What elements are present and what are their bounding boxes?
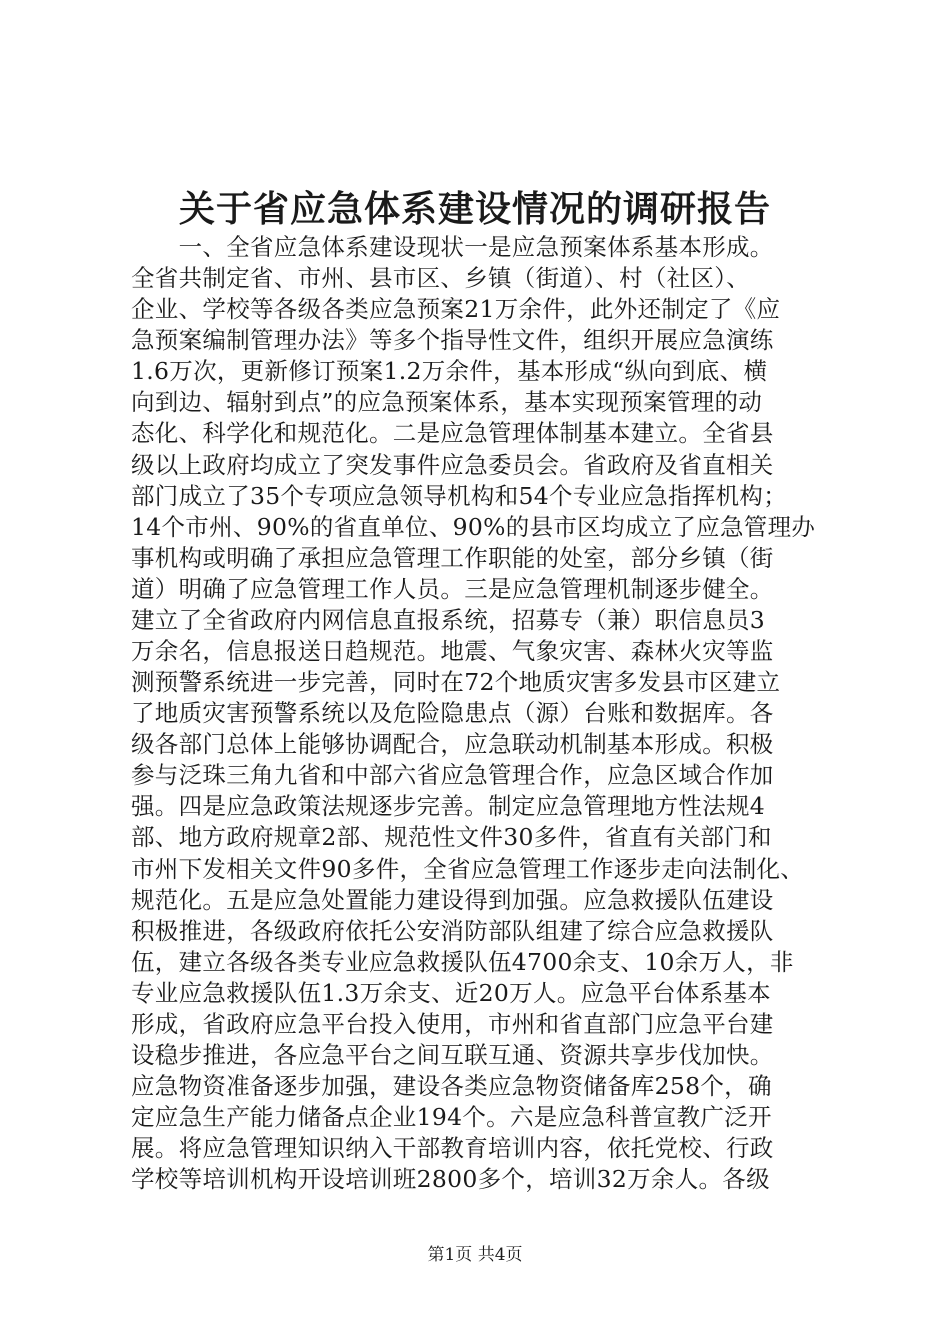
body-line: 道）明确了应急管理工作人员。三是应急管理机制逐步健全。 [131,574,774,603]
page-footer: 第1页 共4页 [427,1245,523,1265]
body-line: 了地质灾害预警系统以及危险隐患点（源）台账和数据库。各 [131,699,774,728]
body-line: 向到边、辐射到点”的应急预案体系，基本实现预案管理的动 [131,388,763,417]
body-line: 应急物资准备逐步加强，建设各类应急物资储备库258个，确 [131,1072,772,1101]
body-line: 测预警系统进一步完善，同时在72个地质灾害多发县市区建立 [131,668,781,697]
body-line: 部、地方政府规章2部、规范性文件30多件，省直有关部门和 [131,823,772,852]
body-line: 级各部门总体上能够协调配合，应急联动机制基本形成。积极 [131,730,774,759]
body-line: 规范化。五是应急处置能力建设得到加强。应急救援队伍建设 [131,885,774,914]
body-line: 部门成立了35个专项应急领导机构和54个专业应急指挥机构； [131,481,788,510]
body-line: 积极推进，各级政府依托公安消防部队组建了综合应急救援队 [131,916,774,945]
document-title: 关于省应急体系建设情况的调研报告 [178,188,771,230]
body-line: 14个市州、90%的省直单位、90%的县市区均成立了应急管理办 [131,512,816,541]
body-line: 伍，建立各级各类专业应急救援队伍4700余支、10余万人，非 [131,947,794,976]
body-line: 展。将应急管理知识纳入干部教育培训内容，依托党校、行政 [131,1134,774,1163]
body-line: 形成，省政府应急平台投入使用，市州和省直部门应急平台建 [131,1009,774,1038]
body-line: 定应急生产能力储备点企业194个。六是应急科普宣教广泛开 [131,1103,772,1132]
body-line: 级以上政府均成立了突发事件应急委员会。省政府及省直相关 [131,450,774,479]
body-line: 态化、科学化和规范化。二是应急管理体制基本建立。全省县 [131,419,774,448]
body-line: 急预案编制管理办法》等多个指导性文件，组织开展应急演练 [131,326,774,355]
body-line: 1.6万次，更新修订预案1.2万余件，基本形成“纵向到底、横 [131,357,768,386]
body-line: 市州下发相关文件90多件，全省应急管理工作逐步走向法制化、 [131,854,805,883]
body-line: 设稳步推进，各应急平台之间互联互通、资源共享步伐加快。 [131,1041,774,1070]
body-line: 一、全省应急体系建设现状一是应急预案体系基本形成。 [131,233,774,261]
body-line: 企业、学校等各级各类应急预案21万余件，此外还制定了《应 [131,295,781,324]
body-line: 万余名，信息报送日趋规范。地震、气象灾害、森林火灾等监 [131,637,774,666]
body-line: 建立了全省政府内网信息直报系统，招募专（兼）职信息员3 [131,605,766,634]
body-line: 全省共制定省、市州、县市区、乡镇（街道）、村（社区）、 [131,264,751,293]
document-body [131,232,831,1195]
body-line: 学校等培训机构开设培训班2800多个，培训32万余人。各级 [131,1165,770,1194]
body-line: 事机构或明确了承担应急管理工作职能的处室，部分乡镇（街 [131,543,774,572]
body-line: 强。四是应急政策法规逐步完善。制定应急管理地方性法规4 [131,792,766,821]
body-line: 参与泛珠三角九省和中部六省应急管理合作，应急区域合作加 [131,761,774,790]
body-line: 专业应急救援队伍1.3万余支、近20万人。应急平台体系基本 [131,978,771,1007]
